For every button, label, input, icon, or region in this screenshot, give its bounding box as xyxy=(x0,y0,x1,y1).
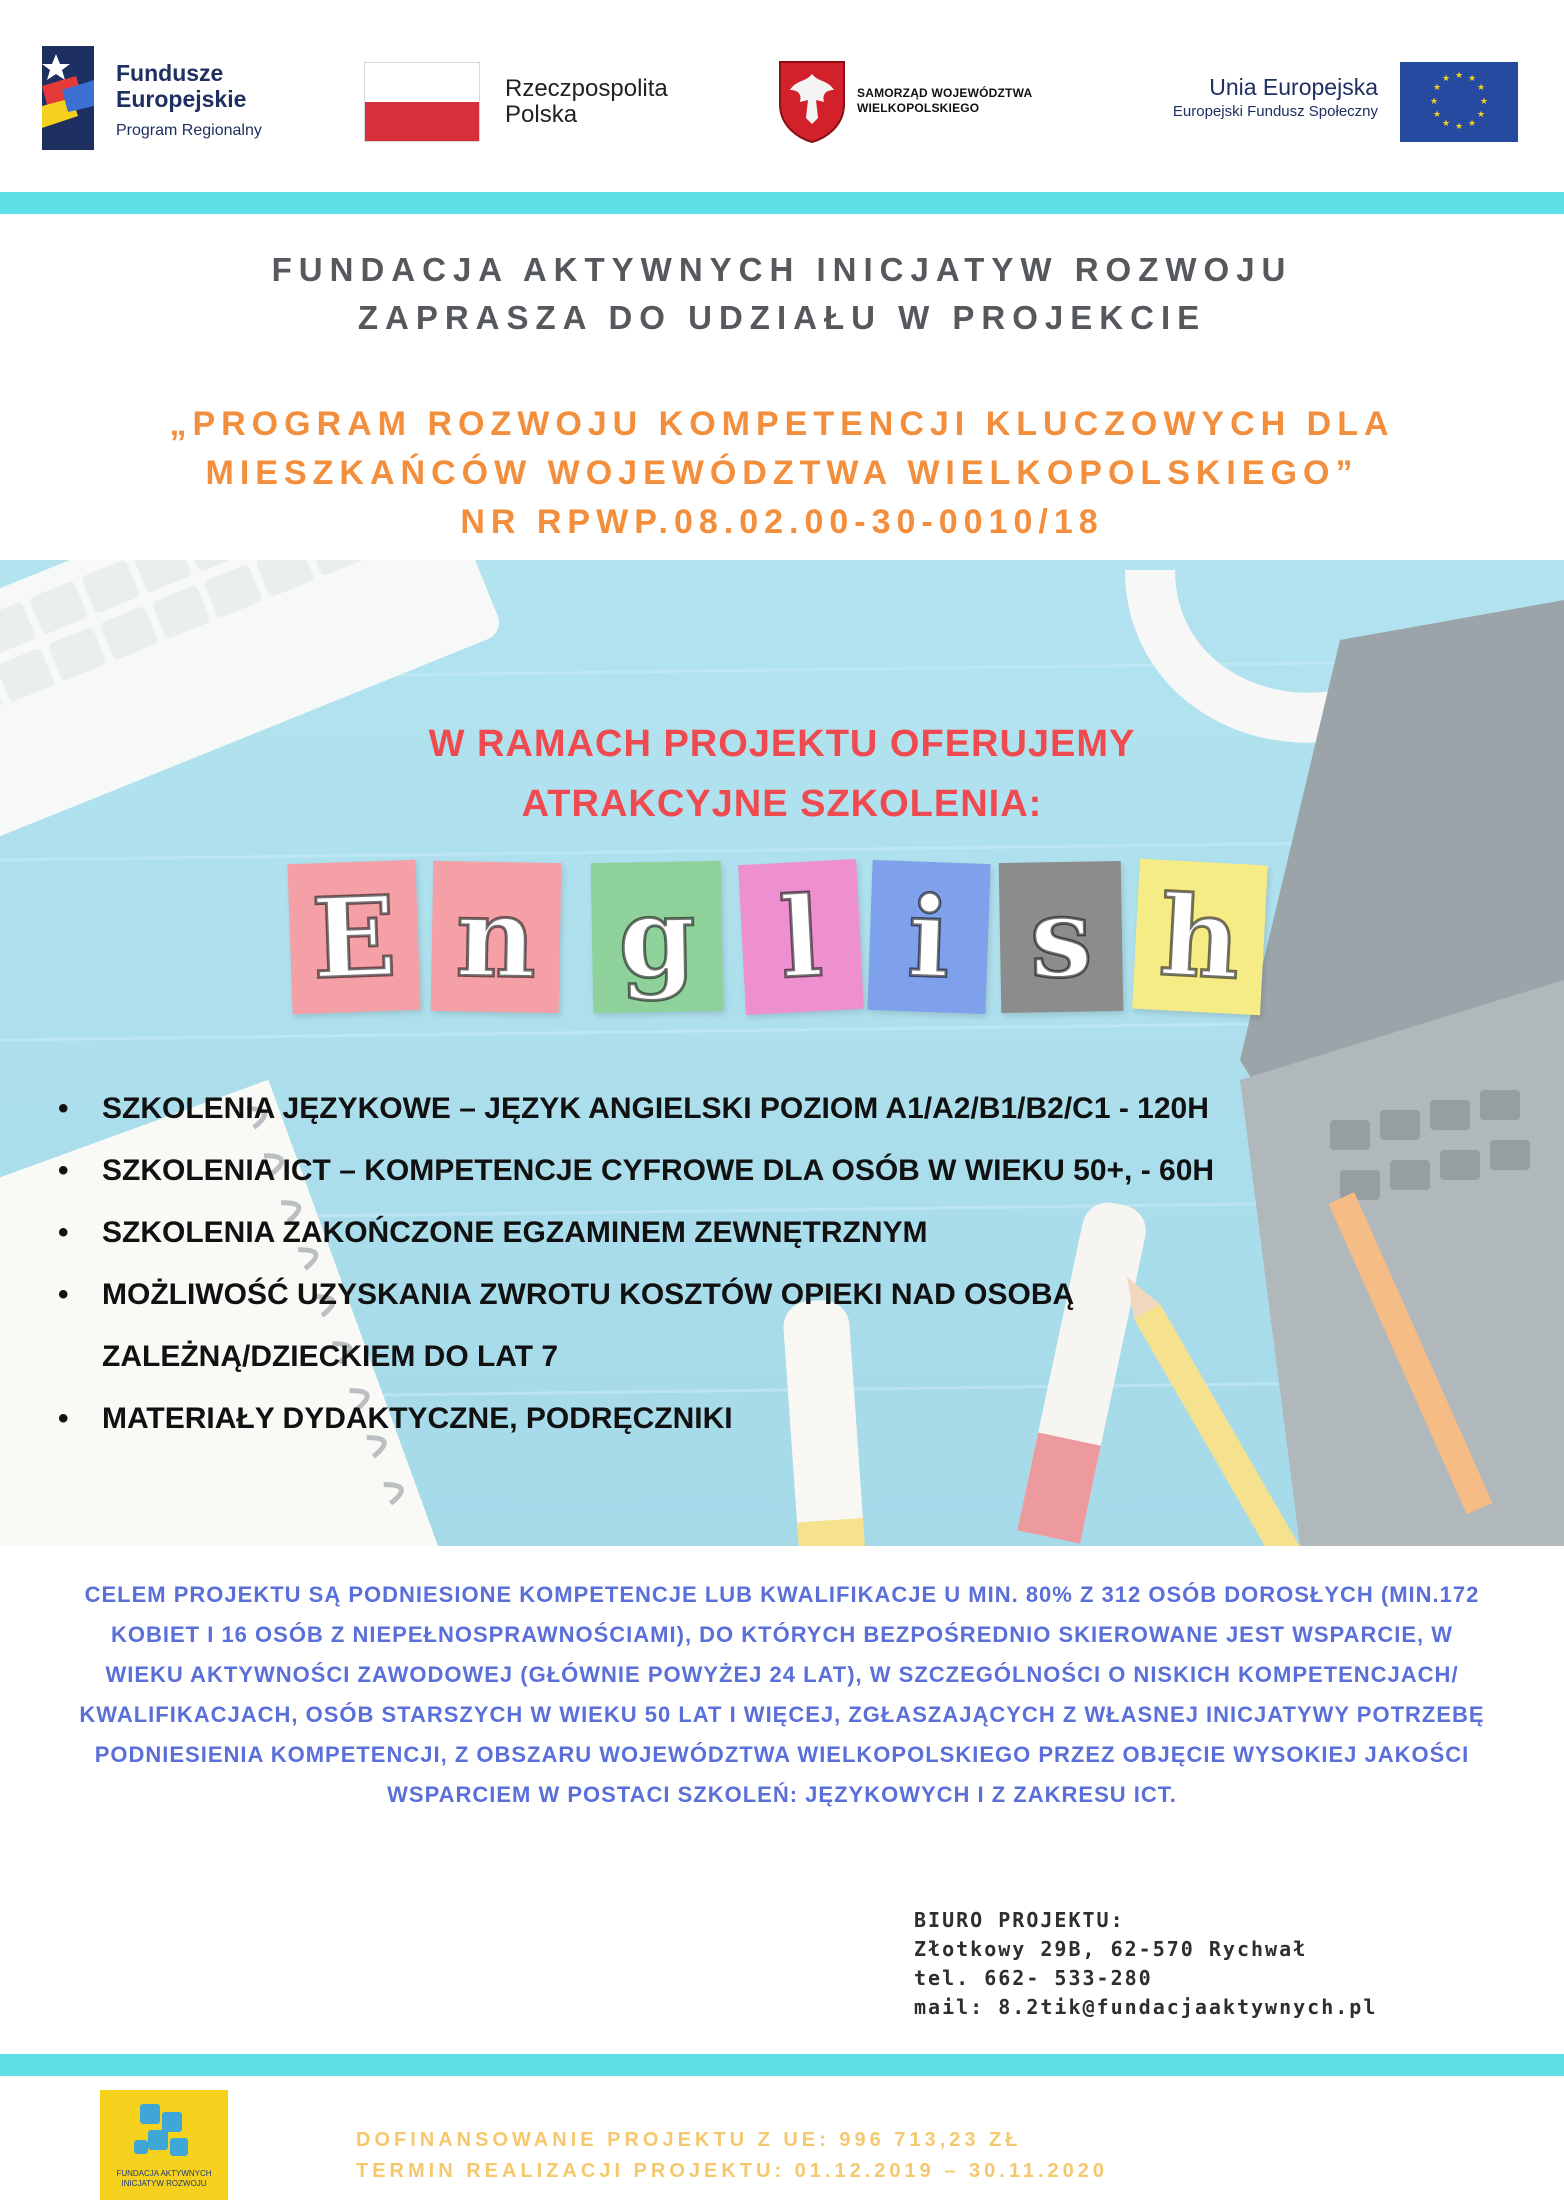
funding-term: TERMIN REALIZACJI PROJEKTU: 01.12.2019 – 30.11.2020 xyxy=(356,2160,1109,2182)
tile-letter-g: g xyxy=(591,861,724,1013)
tile-letter-s: s xyxy=(999,861,1124,1013)
offer-bullet-list xyxy=(58,1078,1498,1450)
eu-line2: Europejski Fundusz Społeczny xyxy=(1172,103,1378,120)
english-letter-tiles xyxy=(290,862,1280,1022)
bottom-accent-band xyxy=(0,2054,1564,2076)
project-line2: MIESZKAŃCÓW WOJEWÓDZTWA WIELKOPOLSKIEGO” xyxy=(205,454,1359,492)
project-number: NR RPWP.08.02.00-30-0010/18 xyxy=(460,503,1104,541)
svg-text:★: ★ xyxy=(1476,110,1486,120)
office-title: BIURO PROJEKTU: xyxy=(914,1908,1125,1932)
unia-europejska-text xyxy=(1128,74,1378,124)
fe-line2: Europejskie xyxy=(116,86,247,112)
foundation-logo xyxy=(100,2090,228,2200)
svg-text:★: ★ xyxy=(1467,74,1477,84)
svg-text:★: ★ xyxy=(1441,74,1451,84)
foundation-heading xyxy=(0,246,1564,342)
fe-line3: Program Regionalny xyxy=(116,122,262,139)
list-item: • MATERIAŁY DYDAKTYCZNE, PODRĘCZNIKI xyxy=(58,1388,1498,1450)
project-purpose-text: CELEM PROJEKTU SĄ PODNIESIONE KOMPETENCJE LUB KWALIFIKACJE U MIN. 80% Z 312 OSÓB DOROSŁYCH (MIN.172 KOBIET I 16 OSÓB Z NIEPEŁNOSPRAWNOŚCIAMI), DO KTÓRYCH BEZPOŚREDNIO SKIEROWANE JEST WSPARCIE, W WIEKU AKTYWNOŚCI ZAWODOWEJ (GŁÓWNIE POWYŻEJ 24 LAT), W SZCZEGÓLNOŚCI O NISKICH KOMPETENCJACH/ KWALIFIKACJACH, OSÓB STARSZYCH W WIEKU 50 LAT I WIĘCEJ, ZGŁASZAJĄCYCH Z WŁASNEJ INICJATYWY POTRZEBĘ PODNIESIENIA KOMPETENCJI, Z OBSZARU WOJEWÓDZTWA WIELKOPOLSKIEGO PRZEZ OBJĘCIE WYSOKIEJ JAKOŚCI WSPARCIEM W POSTACI SZKOLEŃ: JĘZYKOWYCH I Z ZAKRESU ICT. xyxy=(79,1582,1485,1807)
fe-line1: Fundusze xyxy=(116,60,224,86)
office-address: Złotkowy 29B, 62-570 Rychwał xyxy=(914,1937,1308,1961)
list-item: • MOŻLIWOŚĆ UZYSKANIA ZWROTU KOSZTÓW OPIEKI NAD OSOBĄ ZALEŻNĄ/DZIECKIEM DO LAT 7 xyxy=(58,1264,1302,1388)
eu-line1: Unia Europejska xyxy=(1209,74,1378,100)
tile-letter-i: i xyxy=(867,860,990,1014)
samorzad-text xyxy=(857,86,1032,116)
heading-line2: ZAPRASZA DO UDZIAŁU W PROJEKCIE xyxy=(357,299,1207,336)
pl-line1: Rzeczpospolita xyxy=(505,75,668,102)
svg-text:★: ★ xyxy=(1432,83,1442,93)
fundusze-europejskie-text xyxy=(116,60,262,144)
project-title xyxy=(0,400,1564,547)
logo-text-1: FUNDACJA AKTYWNYCH xyxy=(116,2169,212,2178)
list-item: • SZKOLENIA ZAKOŃCZONE EGZAMINEM ZEWNĘTRZNYM xyxy=(58,1202,1498,1264)
offer-heading xyxy=(0,714,1564,834)
svg-text:★: ★ xyxy=(1429,97,1439,107)
eu-flag-icon xyxy=(1400,62,1518,142)
offer-line1: W RAMACH PROJEKTU OFERUJEMY xyxy=(428,723,1136,765)
office-phone: tel. 662- 533-280 xyxy=(914,1966,1153,1990)
tile-letter-l: l xyxy=(738,859,864,1015)
svg-text:★: ★ xyxy=(1454,122,1464,132)
samorzad-line1: SAMORZĄD WOJEWÓDZTWA xyxy=(857,86,1033,100)
funding-info xyxy=(356,2125,1108,2187)
svg-text:★: ★ xyxy=(1476,83,1486,93)
heading-line1: FUNDACJA AKTYWNYCH INICJATYW ROZWOJU xyxy=(271,251,1293,288)
svg-text:★: ★ xyxy=(1441,119,1451,129)
list-item: • SZKOLENIA ICT – KOMPETENCJE CYFROWE DLA OSÓB W WIEKU 50+, - 60H xyxy=(58,1140,1498,1202)
top-accent-band xyxy=(0,192,1564,214)
fundusze-europejskie-logo-icon xyxy=(42,46,94,150)
svg-text:★: ★ xyxy=(1479,97,1489,107)
svg-text:★: ★ xyxy=(1454,71,1464,81)
list-item: • SZKOLENIA JĘZYKOWE – JĘZYK ANGIELSKI POZIOM A1/A2/B1/B2/C1 - 120H xyxy=(58,1078,1498,1140)
tile-letter-e: E xyxy=(287,860,420,1014)
puzzle-icon xyxy=(100,2090,228,2200)
svg-text:★: ★ xyxy=(1432,110,1442,120)
wielkopolska-crest-icon xyxy=(778,60,846,144)
offer-line2: ATRAKCYJNE SZKOLENIA: xyxy=(521,783,1043,825)
polish-flag-icon xyxy=(364,62,480,142)
office-mail: mail: 8.2tik@fundacjaaktywnych.pl xyxy=(914,1995,1378,2019)
rzeczpospolita-text xyxy=(505,76,668,128)
samorzad-line2: WIELKOPOLSKIEGO xyxy=(857,101,980,115)
project-office-contact xyxy=(914,1906,1377,2022)
tile-letter-n: n xyxy=(431,861,562,1013)
funding-amount: DOFINANSOWANIE PROJEKTU Z UE: 996 713,23 ZŁ xyxy=(356,2129,1022,2151)
project-line1: „PROGRAM ROZWOJU KOMPETENCJI KLUCZOWYCH DLA xyxy=(169,405,1395,443)
logo-text-2: INICJATYW ROZWOJU xyxy=(121,2179,207,2188)
svg-text:★: ★ xyxy=(1467,119,1477,129)
pl-line2: Polska xyxy=(505,101,578,128)
tile-letter-h: h xyxy=(1132,859,1268,1015)
